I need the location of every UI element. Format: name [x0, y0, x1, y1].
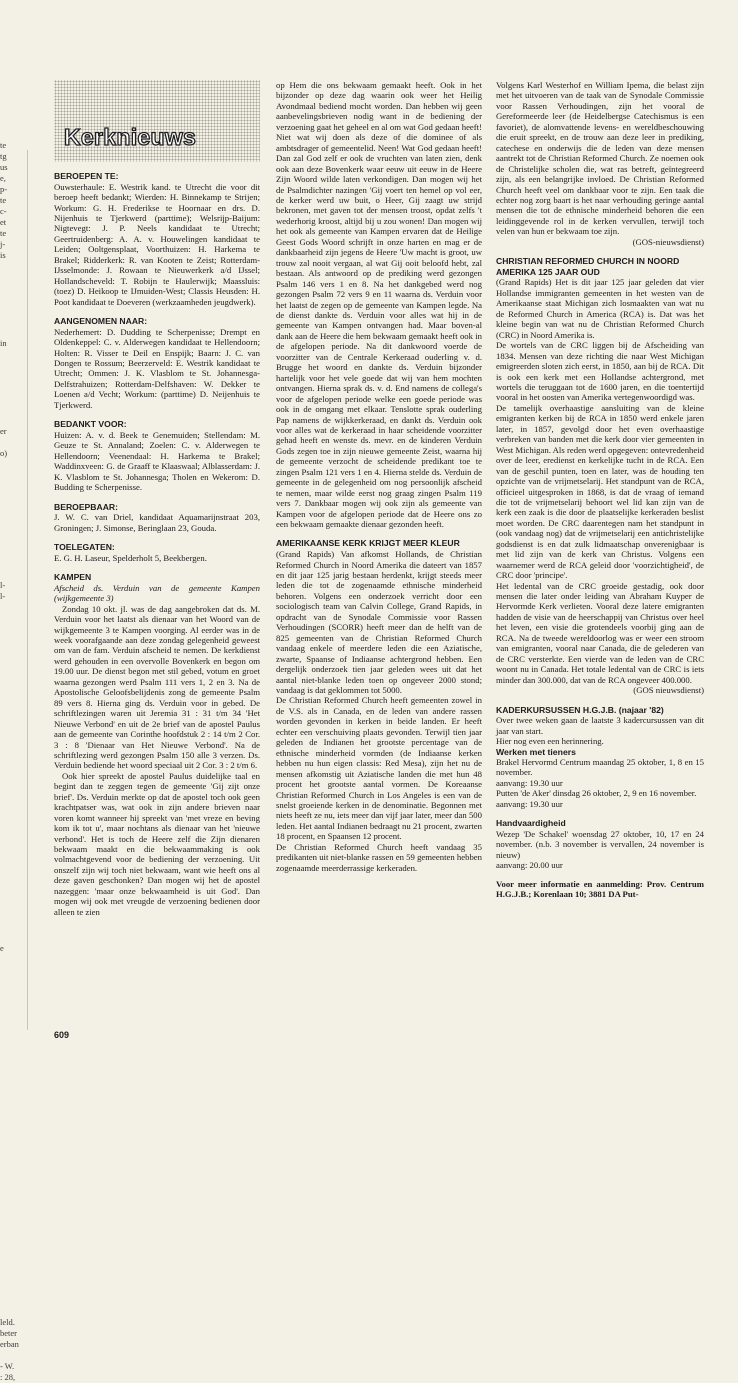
- column-2: [276, 80, 482, 873]
- edge-fragment: [0, 382, 28, 393]
- edge-fragment: [0, 459, 28, 470]
- edge-fragment: [0, 1262, 28, 1273]
- edge-fragment: [0, 1207, 28, 1218]
- edge-fragment: [0, 932, 28, 943]
- edge-fragment: [0, 745, 28, 756]
- section-subheading-kampen: Afscheid ds. Verduin van de gemeente Kampen (wijkgemeente 3): [54, 582, 260, 604]
- page-gutter-line: [27, 150, 28, 1030]
- edge-fragment: [0, 503, 28, 514]
- edge-fragment: [0, 844, 28, 855]
- edge-fragment: us: [0, 162, 8, 172]
- edge-fragment: [0, 1097, 28, 1108]
- kader-footer-info: Voor meer informatie en aanmelding: Prov. Centrum H.G.J.B.; Korenlaan 10; 3881 DA Put-: [496, 878, 704, 900]
- column-3: [496, 80, 704, 900]
- edge-fragment: [0, 701, 28, 712]
- edge-fragment: [0, 646, 28, 657]
- amerikaanse-kerk-paragraph-1: (Grand Rapids) Van afkomst Hollands, de Christian Reformed Church in Noord Amerika die dateert van 1857 en dit jaar 125 jarig bestaan herdenkt, krijgt steeds meer leden die tot de zogenaamde ethnische minderheid behoren. Volgens een onderzoek verricht door een sociologisch team van Calvin College, Grand Rapids, in opdracht van de Synodale Commissie voor Rassen Verhoudingen (SCORR) heeft meer dan de helft van de 825 gemeenten van de Christian Reformed Church vandaag enkele of meerdere leden die een Aziatische, zwarte, Spaanse of Indiaanse achtergrond hebben. Een dergelijk onderzoek tien jaar geleden wees uit dat het aantal niet-blanke leden toen op ongeveer 2000 stond; vandaag is dat geklommen tot 5000.: [276, 549, 482, 695]
- edge-fragment: te: [0, 140, 7, 150]
- edge-fragment: [0, 437, 28, 448]
- kader-time-2: aanvang: 19.30 uur: [496, 798, 563, 809]
- edge-fragment: te: [0, 195, 7, 205]
- kader-venue-wezep: Wezep 'De Schakel' woensdag 27 oktober, 10, 17 en 24 november. (n.b. 3 november is vervallen, 24 november is nieuw): [496, 828, 704, 860]
- edge-fragment: is: [0, 250, 6, 260]
- edge-fragment: [0, 305, 28, 316]
- edge-fragment: in: [0, 338, 7, 348]
- edge-fragment: p-: [0, 184, 8, 194]
- edge-fragment: [0, 1064, 28, 1075]
- edge-fragment: er: [0, 426, 7, 436]
- edge-fragment: [0, 1273, 28, 1284]
- edge-fragment: te: [0, 228, 7, 238]
- edge-fragment: [0, 1130, 28, 1141]
- edge-fragment: [0, 1218, 28, 1229]
- edge-fragment: [0, 833, 28, 844]
- edge-fragment: - W.: [0, 1361, 15, 1371]
- masthead-title: Kerknieuws: [64, 124, 197, 150]
- edge-fragment: [0, 1295, 28, 1306]
- crc-paragraph-1: (Grand Rapids) Het is dit jaar 125 jaar geleden dat vier Hollandse immigranten gemeenten in het westen van de Amerikaanse staat Michigan zich losmaakten van wat nu de Reformed Church in America (RCA) is. Dat was het kleine begin van wat nu de Christian Reformed Church (CRC) in Noord Amerika is.: [496, 277, 704, 340]
- edge-fragment: [0, 481, 28, 492]
- edge-fragment: [0, 536, 28, 547]
- edge-fragment: [0, 613, 28, 624]
- edge-fragment: e,: [0, 173, 6, 183]
- edge-fragment: l-: [0, 580, 6, 590]
- edge-fragment: [0, 866, 28, 877]
- edge-fragment: leld.: [0, 1317, 15, 1327]
- edge-fragment: : 28,: [0, 1372, 16, 1382]
- edge-fragment: [0, 525, 28, 536]
- kampen-paragraph-2: Ook hier spreekt de apostel Paulus duidelijke taal en begint dan te zeggen tegen de gemeente 'Gij zijt onze brief'. Ds. Verduin merkte op dat de apostel toch ook geen krachtpatser was, wat ook in zijn andere brieven naar voren komt wanneer hij spreekt van 'met vreze en beving kom ik tot u', maar nochtans als dienaar van het 'nieuwe verbond'. Het is toch de Heere zelf die Zijn dienaren bekwaam maakt en die bekwaammaking is ook volmachtgevend voor de bediening der verzoening. Uit onszelf zijn wij toch niet bekwaam, want wie heeft ons al deze gaven geschonken? Dan mogen wij het de apostel nazeggen: 'maar onze bekwaamheid is uit God'. Dan mogen wij ook met vreugde de verzoening bedienen door alleen te zien: [54, 770, 260, 917]
- edge-fragment: [0, 1240, 28, 1251]
- section-heading-beroepbaar: BEROEPBAAR:: [54, 501, 118, 512]
- section-heading-aangenomen: AANGENOMEN NAAR:: [54, 316, 148, 327]
- edge-fragment: [0, 954, 28, 965]
- article-heading-kaderkursussen: KADERKURSUSSEN H.G.J.B. (najaar '82): [496, 704, 664, 715]
- edge-fragment: [0, 1196, 28, 1207]
- edge-fragment: [0, 888, 28, 899]
- edge-fragment: [0, 778, 28, 789]
- edge-fragment: [0, 668, 28, 679]
- edge-fragment: [0, 492, 28, 503]
- edge-fragment: [0, 789, 28, 800]
- edge-fragment: [0, 712, 28, 723]
- edge-fragment: [0, 415, 28, 426]
- edge-fragment: [0, 1306, 28, 1317]
- edge-fragment: [0, 1009, 28, 1020]
- edge-fragment: [0, 767, 28, 778]
- crc-paragraph-3: De tamelijk overhaastige aansluiting van de kleine emigranten kerken bij de RCA in 1850 werd enkele jaren later, in 1857, gevolgd door het even overhaastige verbreken van banden met die kerk door vier gemeenten in West Michigan. Als reden werd opgegeven: ontevredenheid over de leer, eredienst en kerkelijke tucht in de RCA. Een van de geschil punten, toen en later, was de houding ten opzichte van de vrijmetselarij. Het standpunt van de RCA, officieel uitgesproken in 1868, is dat de vraag of iemand die tot de vrijmetselarij behoort wel lid kan zijn van de kerk een zaak is die door de plaatselijke kerkeraden beslist moet worden. De CRC daarentegen nam het standpunt in (ook vandaag nog) dat de vrijmetselarij een antichristelijke godsdienst is en dat zulk lidmaatschap onverenigbaar is met lid zijn van de kerk van Christus. Volgens een waarnemer werd de RCA geleid door 'voorzichtigheid', de CRC door 'principe'.: [496, 402, 704, 581]
- edge-fragment: [0, 349, 28, 360]
- kampen-continued-paragraph: op Hem die ons bekwaam gemaakt heeft. Ook in het bijzonder op deze dag waarin ook weer het Heilig Avondmaal bediend mocht worden. Dan hebben wij geen aanbevelingsbrieven nodig want in de bediening der verzoening gaat het geheel en al om wat God gedaan heeft! Niet wat wij doen als deze of die dominee of als ambtsdrager of gemeentelid. Neen! Wat God gedaan heeft! Dan zal God zelf er ook de vruchten van laten zien, denk ook aan deze Bovenkerk waar eeuw uit eeuw in de Heere Zijn Woord wilde laten verkondigen. Dan mogen wij het de Psalmdichter nazingen 'Gij voert ten hemel op vol eer, de kerker werd uw buit, o Heer, Gij zaagt uw strijd bekronen, met gaven tot der mensen troost, opdat zelfs 't wederhorig kroost, altijd bij u zou wonen! Dan mogen wij het ook als gemeente van Kampen ervaren dat de Heilige Geest Gods Woord schrijft in onze harten en mag er de dankbaarheid zijn jegens de Heere 'Uw macht is groot, uw trouw zal nooit vergaan, al wat Gij ooit beloofd hebt, zal bestaan. Als antwoord op de prediking werd gezongen Psalm 146 vers 1 en 8. Na het dankgebed werd nog gezongen Psalm 72 vers 9 en 11 waarna ds. Verduin voor het laatst de zegen op de gemeente van Kampen legde. Na de dienst dankte ds. Verduin voor alles wat hij in de gemeente van Kampen ontvangen had. Maar boven-al dank aan de Heere die hem bekwaam gemaakt heeft ook in de afgelopen periode. Na dit dankwoord voerde de voorzitter van de Centrale Kerkeraad ouderling v. d. Brugge het woord en dankte ds. Verduin bijzonder hartelijk voor het vele goede dat wij van hem mochten ontvangen. Hierna sprak ds. v. d. End namens de collega's voor de afgelopen periode welke een goede periode was ook in de omgang met elkaar. Tenslotte sprak ouderling Pap namens de wijkkerkeraad, en dankt ds. Verduin ook voor alles wat de kerkeraad in haar scheidende voorzitter gehad heeft en wenste ds. mevr. en de kinderen Verduin Gods zegen toe in zijn nieuwe gemeente Zeist, waarna hij de gemeente verzocht de scheidende predikant toe te zingen Psalm 121 vers 1 en 4. Hierna stelde ds. Verduin de gemeente in de gelegenheid om nog persoonlijk afscheid te nemen, maar wilde eerst nog graag zingen Psalm 119 vers 7. Dankbaar mogen wij ook zijn als gemeente van Kampen voor de afgelopen periode dat de Heere ons zo een bekwaam gemaakte dienaar gezonden heeft.: [276, 80, 482, 530]
- westerhof-paragraph: Volgens Karl Westerhof en William Ipema, die belast zijn met het uitvoeren van de taak van de Synodale Commissie voor Rassen Verhoudingen, zijn het vooral de Gereformeerde leer (de Heidelbergse Catechismus is een favoriet), de alomvattende levens- en wereldbeschouwing die eruit spreekt, en de trouw aan deze leer in prediking, catechese en onderwijs die de leden van deze mensen aantrekt tot de Christian Reformed Church. Ze noemen ook de Christelijke scholen die, wat ras betreft, geïntegreerd zijn, als een belangrijke invloed. De Christian Reformed Church heeft veel om dankbaar voor te zijn. Een taak die echter nog zorg baart is het naar verhouding geringe aantal mensen die tot de ethnische minderheid behoren die een leidinggevende rol in de kerken vervullen, terwijl toch velen van hun er bekwaam toe zijn.: [496, 80, 704, 237]
- edge-fragment: [0, 624, 28, 635]
- edge-fragment: [0, 1163, 28, 1174]
- edge-fragment: [0, 1119, 28, 1130]
- page-number: 609: [54, 1030, 70, 1040]
- kader-line-2: Hier nog even een herinnering.: [496, 736, 604, 747]
- section-body-beroepbaar: J. W. C. van Driel, kandidaat Aquamarijnstraat 203, Groningen; J. Simonse, Beringlaan 23, Gouda.: [54, 512, 260, 533]
- kader-line-1: Over twee weken gaan de laatste 3 kadercursussen van dit jaar van start.: [496, 715, 704, 736]
- edge-fragment: [0, 877, 28, 888]
- kader-time-3: aanvang: 20.00 uur: [496, 860, 563, 871]
- edge-fragment: o): [0, 448, 8, 458]
- section-heading-toelegaten: TOELEGATEN:: [54, 542, 115, 553]
- edge-fragment: et: [0, 217, 7, 227]
- edge-fragment: c-: [0, 206, 7, 216]
- amerikaanse-kerk-paragraph-3: De Christian Reformed Church heeft vandaag 35 predikanten uit niet-blanke rassen en 59 gemeenten hebben zogenaamde meerderrassige kerkeraden.: [276, 841, 482, 873]
- kader-time-1: aanvang: 19.30 uur: [496, 777, 563, 788]
- edge-fragment: [0, 294, 28, 305]
- edge-fragment: [0, 998, 28, 1009]
- section-body-aangenomen: Nederhemert: D. Dudding te Scherpenisse; Drempt en Oldenkeppel: C. v. Alderwegen kandidaat te Hellendoorn; Holten: R. Visser te Deil en Enspijk; Baarn: J. C. van Dongen te Rossum; Beerzerveld: E. Westrik kandidaat te Utrecht; Ommen: J. K. Vlasblom te St. Johannesga-Delfstrahuizen; Rotterdam-Delfshaven: W. Dekker te Loenen a/d Vecht; Workum: (parttime) D. Neijenhuis te Tjerkwerd.: [54, 326, 260, 410]
- edge-fragment: [0, 987, 28, 998]
- edge-fragment: [0, 261, 28, 272]
- edge-fragment: erban: [0, 1339, 19, 1349]
- edge-fragment: [0, 470, 28, 481]
- kader-venue-putten: Putten 'de Aker' dinsdag 26 oktober, 2, 9 en 16 november.: [496, 788, 697, 799]
- kader-subheading-handvaardigheid: Handvaardigheid: [496, 818, 566, 829]
- edge-fragment: [0, 1152, 28, 1163]
- section-body-toelegaten: E. G. H. Laseur, Spelderholt 5, Beekbergen.: [54, 552, 207, 563]
- edge-fragment: [0, 723, 28, 734]
- edge-fragment: [0, 360, 28, 371]
- edge-fragment: [0, 910, 28, 921]
- masthead-halftone: [54, 80, 260, 162]
- edge-fragment: tg: [0, 151, 7, 161]
- amerikaanse-kerk-paragraph-2: De Christian Reformed Church heeft gemeenten zowel in de V.S. als in Canada, en de leden van andere rassen worden gevonden in kerken in beide landen. Er heeft echter een verschuiving plaats gevonden. Terwijl tien jaar geleden de Indianen het grootste percentage van de ethnische minderheid vormden (de Indiaanse kerken hebben nu hun eigen classis: Red Mesa), zijn het nu de mensen afkomstig uit Aziatische landen die met hun 48 procent het grootste aantal vormen. De Koreaanse Christian Reformed Church in Los Angeles is een van de snelst groeiende kerken in de denominatie. Begonnen met niets heeft ze nu, iets meer dan vijf jaar later, meer dan 500 leden. Het aantal Indianen bedraagt nu 21 procent, zwarten 18 procent, en Spaansen 12 procent.: [276, 695, 482, 842]
- crc-paragraph-2: De wortels van de CRC liggen bij de Afscheiding van 1834. Mensen van deze richting die naar West Michigan emigreerden sloten zich eerst, in 1850, aan bij de RCA. Dit is ook een kerk met een Hollandse achtergrond, met wortels die teruggaan tot de 1600 jaren, en die toentertijd vooral in het oosten van Amerika vertegenwoordigd was.: [496, 340, 704, 403]
- edge-fragment: [0, 965, 28, 976]
- edge-fragment: [0, 1174, 28, 1185]
- section-body-beroepen: Ouwsterhaule: E. Westrik kand. te Utrecht die voor dit beroep heeft bedankt; Wierden: H. Binnekamp te Strijen; Workum: G. H. Frederikse te Hoornaar en drs. D. Nijenhuis te Tjerkwerd (parttime); Welsrijp-Baijum: Nigtevegt: J. P. Neels kandidaat te Utrecht; Geertruidenberg: A. A. v. Houwelingen kandidaat te Leiden; Ooltgensplaat, Voorthuizen: H. Harkema te Brakel; Ridderkerk: R. van Kooten te Zeist; Rotterdam-IJsselmonde: J. Rowaan te Nieuwerkerk a/d IJssel; Hollandscheveld: T. Robijn te Haulerwijk; Maassluis: (toez) D. Heikoop te IJmuiden-West; Classis Heusden: H. Poot kandidaat te Doeveren (werkzaamheden jeugdwerk).: [54, 181, 260, 307]
- article-heading-crc-125: CHRISTIAN REFORMED CHURCH IN NOORD AMERIKA 125 JAAR OUD: [496, 256, 680, 277]
- edge-fragment: [0, 679, 28, 690]
- edge-fragment: [0, 283, 28, 294]
- article-heading-amerikaanse-kerk: AMERIKAANSE KERK KRIJGT MEER KLEUR: [276, 538, 460, 549]
- edge-fragment: [0, 756, 28, 767]
- section-heading-beroepen: BEROEPEN TE:: [54, 171, 119, 181]
- edge-fragment: [0, 327, 28, 338]
- edge-fragment: l-: [0, 591, 6, 601]
- edge-fragment: e: [0, 943, 4, 953]
- edge-fragment: [0, 404, 28, 415]
- edge-fragment: [0, 1185, 28, 1196]
- edge-fragment: [0, 1075, 28, 1086]
- edge-fragment: [0, 1053, 28, 1064]
- edge-fragment: [0, 855, 28, 866]
- edge-fragment: [0, 800, 28, 811]
- section-heading-kampen: KAMPEN: [54, 572, 92, 583]
- column-1: [54, 80, 260, 917]
- edge-fragment: [0, 976, 28, 987]
- edge-fragment: [0, 657, 28, 668]
- edge-fragment: [0, 921, 28, 932]
- edge-fragment: [0, 547, 28, 558]
- edge-fragment: [0, 822, 28, 833]
- news-credit-1: (GOS-nieuwsdienst): [632, 236, 704, 247]
- section-heading-bedankt: BEDANKT VOOR:: [54, 419, 127, 430]
- edge-fragment: [0, 1251, 28, 1262]
- edge-fragment: [0, 899, 28, 910]
- edge-fragment: [0, 393, 28, 404]
- edge-fragment: [0, 1042, 28, 1053]
- edge-fragment: [0, 602, 28, 613]
- edge-fragment: [0, 1031, 28, 1042]
- edge-fragment: [0, 1086, 28, 1097]
- edge-fragment: [0, 734, 28, 745]
- kampen-paragraph-1: Zondag 10 okt. jl. was de dag aangebroken dat ds. M. Verduin voor het laatst als dienaar van het Woord van de wijkgemeente 3 te Kampen voorging. Al eerder was in de week voorafgaande aan deze zondag gelegenheid geweest om van de fam. Verduin afscheid te nemen. De kerkdienst werd gehouden in een overvolle Bovenkerk en begon om 19.00 uur. De dienst begon met stil gebed, votum en groet waarna gezongen werd Psalm 111 vers 1, 2 en 3. Na de Apostolische Geloofsbelijdenis zong de gemeente Psalm 89 vers 8. Hierna ging ds. Verduin voor in gebed. De schriftlezingen waren uit Jeremia 31 : 31 t/m 34 'Het Nieuwe Verbond' en uit de 2e brief van de apostel Paulus aan de gemeente van Corinthe hoofdstuk 2 : 14 t/m 2 Cor. 3 : 8 'Dienaar van Het Nieuwe Verbond'. Na de schriftlezing werd gezongen Psalm 150 alle 3 verzen. Ds. Verduin bediende het woord speciaal uit 2 Cor. 3 : 2 t/m 6.: [54, 603, 260, 771]
- edge-fragment: [0, 558, 28, 569]
- edge-fragment: [0, 316, 28, 327]
- edge-fragment: [0, 1141, 28, 1152]
- edge-fragment: [0, 569, 28, 580]
- edge-fragment: j-: [0, 239, 6, 249]
- kader-subheading-tieners: Werken met tieners: [496, 746, 576, 757]
- edge-fragment: [0, 1108, 28, 1119]
- edge-fragment: beter: [0, 1328, 17, 1338]
- edge-fragment: [0, 272, 28, 283]
- adjacent-page-edge-fragments: [0, 140, 28, 1383]
- edge-fragment: [0, 1284, 28, 1295]
- section-body-bedankt: Huizen: A. v. d. Beek te Genemuiden; Stellendam: M. Geuze te St. Annaland; Zoelen: C. v. Alderwegen te Hellendoorn; Veenendaal: H. Harkema te Brakel; Waddinxveen: G. de Graaff te Klaaswaal; Alblasserdam: J. K. Vlasblom te St. Johannesga; Tholen en Wekerom: D. Budding te Scherpenisse.: [54, 429, 260, 493]
- news-credit-2: (GOS nieuwsdienst): [633, 685, 704, 696]
- edge-fragment: [0, 1020, 28, 1031]
- crc-paragraph-4: Het ledental van de CRC groeide gestadig, ook door mensen die later onder leiding van Abraham Kuyper de Hervormde Kerk verlieten. Vooral deze latere emigranten hadden de visie van de heerschappij van Christus over heel het leven, een visie die grotendeels voorbij ging aan de RCA. Na de tweede wereldoorlog was er weer een stroom van emigranten, vooral naar Canada, die de gelederen van de CRC versterkte. Een vierde van de leden van de CRC woont nu in Canada. Het totale ledental van de CRC is iets minder dan 300.000, dat van de RCA ongeveer 400.000.: [496, 580, 704, 685]
- edge-fragment: [0, 1350, 28, 1361]
- edge-fragment: [0, 690, 28, 701]
- edge-fragment: [0, 1229, 28, 1240]
- kader-venue-brakel: Brakel Hervormd Centrum maandag 25 oktober, 1, 8 en 15 november.: [496, 756, 704, 778]
- edge-fragment: [0, 371, 28, 382]
- edge-fragment: [0, 811, 28, 822]
- edge-fragment: [0, 635, 28, 646]
- edge-fragment: [0, 514, 28, 525]
